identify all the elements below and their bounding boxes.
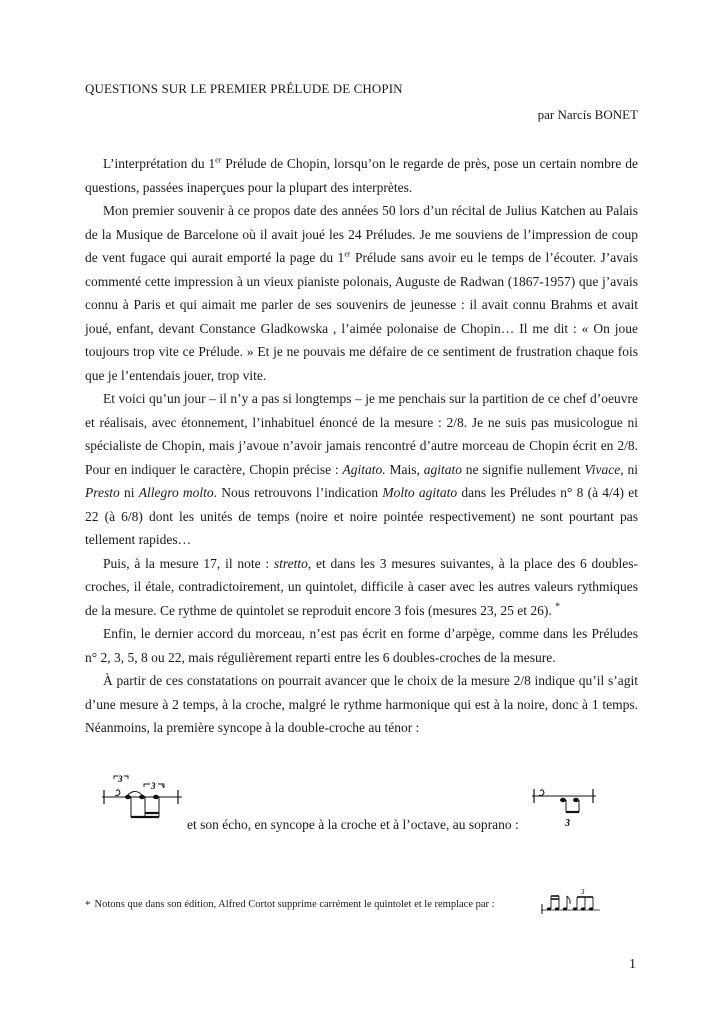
paragraph-3-text-f: . Nous retrouvons l’indication (213, 485, 383, 500)
superscript-er: er (344, 249, 351, 259)
paragraph-2-text-a: Mon premier souvenir à ce propos date des années 50 lors d’un récital de Julius Katchen au Palais de la Musique de Barcelone où il avait joué les 24 Préludes. Je me souviens de l’impression de coup de vent fugace qui aurait emporté la page du 1 (85, 203, 638, 265)
author-line: par Narcís BONET (537, 107, 638, 122)
document-body (85, 152, 638, 740)
page-number: 1 (629, 957, 636, 972)
paragraph-3-text-e: ni (119, 485, 139, 500)
music-example-footnote-icon (540, 888, 602, 916)
paragraph-2-text-b: Prélude sans avoir eu le temps de l’écouter. J’avais commenté cette impression à un vieux pianiste polonais, Auguste de Radwan (1867-1957) que j’avais connu à Paris et qui aimait me parler de ses souvenirs de jeunesse : il avait connu Brahms et avait joué, enfant, devant Constance Gladkowska , l’aimée polonaise de Chopin… Il me dit : « On joue toujours trop vite ce Prélude. » Et je ne pouvais me défaire de ce sentiment de frustration chaque fois que je l’entendais jouer, trop vite. (85, 250, 638, 383)
tuplet-number: 3 (151, 781, 156, 791)
paragraph-3-text-b: Mais, (385, 461, 424, 477)
document-title: QUESTIONS SUR LE PREMIER PRÉLUDE DE CHOPIN (85, 81, 403, 96)
paragraph-4-text-a: Puis, à la mesure 17, il note : (103, 555, 274, 571)
music-example-tenor-icon (98, 775, 188, 827)
italic-term: Molto agitato (382, 485, 458, 500)
footnote (85, 899, 495, 911)
music-example-soprano-icon (530, 784, 600, 830)
italic-term: agitato (423, 461, 462, 477)
paragraph-3-text-g: dans les Préludes n° 8 (à 4/4) et 22 (à 6/8) dont les unités de temps (noire et noire pointée respectivement) ne sont pourtant pas tellement rapides… (85, 485, 639, 547)
italic-term: Allegro molto (138, 485, 214, 500)
paragraph-5: Enfin, le dernier accord du morceau, n’est pas écrit en forme d’arpège, comme dans les Préludes n° 2, 3, 5, 8 ou 22, mais régulièrement reparti entre les 6 doubles-croches de la mesure. (85, 626, 638, 665)
paragraph-6: À partir de ces constatations on pourrait avancer que le choix de la mesure 2/8 indique qu’il s’agit d’une mesure à 2 temps, à la croche, malgré le rythme harmonique qui est à la noire, donc à 1 temps. Néanmoins, la première syncope à la double-croche au ténor : (85, 673, 638, 735)
superscript-er: er (215, 155, 222, 165)
echo-caption: et son écho, en syncope à la croche et à l’octave, au soprano : (187, 817, 519, 832)
italic-term: Agitato. (342, 461, 386, 477)
footnote-star: * (85, 899, 91, 911)
paragraph-4 (85, 552, 638, 623)
tuplet-number: 3 (581, 888, 585, 896)
paragraph-2 (85, 199, 638, 387)
paragraph-1 (85, 152, 638, 199)
tuplet-number: 3 (118, 775, 123, 784)
italic-term: Presto (85, 485, 120, 500)
italic-term: stretto (273, 555, 308, 571)
paragraph-1-text-b: Prélude de Chopin, lorsqu’on le regarde de près, pose un certain nombre de questions, passées inaperçues pour la plupart des interprètes. (85, 156, 638, 195)
paragraph-3 (85, 387, 638, 552)
footnote-marker[interactable]: * (555, 601, 561, 612)
paragraph-3-text-c: ne signifie nullement (461, 461, 585, 477)
paragraph-3-text-a: Et voici qu’un jour – il n’y a pas si longtemps – je me penchais sur la partition de ce chef d’oeuvre et réalisais, avec étonnement, l’inhabituel énoncé de la mesure : 2/8. Je ne suis pas musicologue ni spécialiste de Chopin, mais j’avoue n’avoir jamais rencontré d’autre morceau de Chopin écrit en 2/8. Pour en indiquer le caractère, Chopin précise : (85, 391, 638, 477)
italic-term: Vivace (584, 461, 621, 477)
paragraph-3-text-d: , ni (620, 461, 638, 477)
paragraph-1-text-a: L’interprétation du 1 (103, 156, 216, 171)
tuplet-number: 3 (565, 818, 570, 829)
footnote-text: Notons que dans son édition, Alfred Cortot supprime carrément le quintolet et le remplace par : (94, 899, 495, 910)
paragraph-4-text-b: , et dans les 3 mesures suivantes, à la place des 6 doubles-croches, il étale, contradictoirement, un quintolet, difficile à caser avec les autres valeurs rythmiques de la mesure. Ce rythme de quintolet se reproduit encore 3 fois (mesures 23, 25 et 26). (85, 555, 638, 618)
